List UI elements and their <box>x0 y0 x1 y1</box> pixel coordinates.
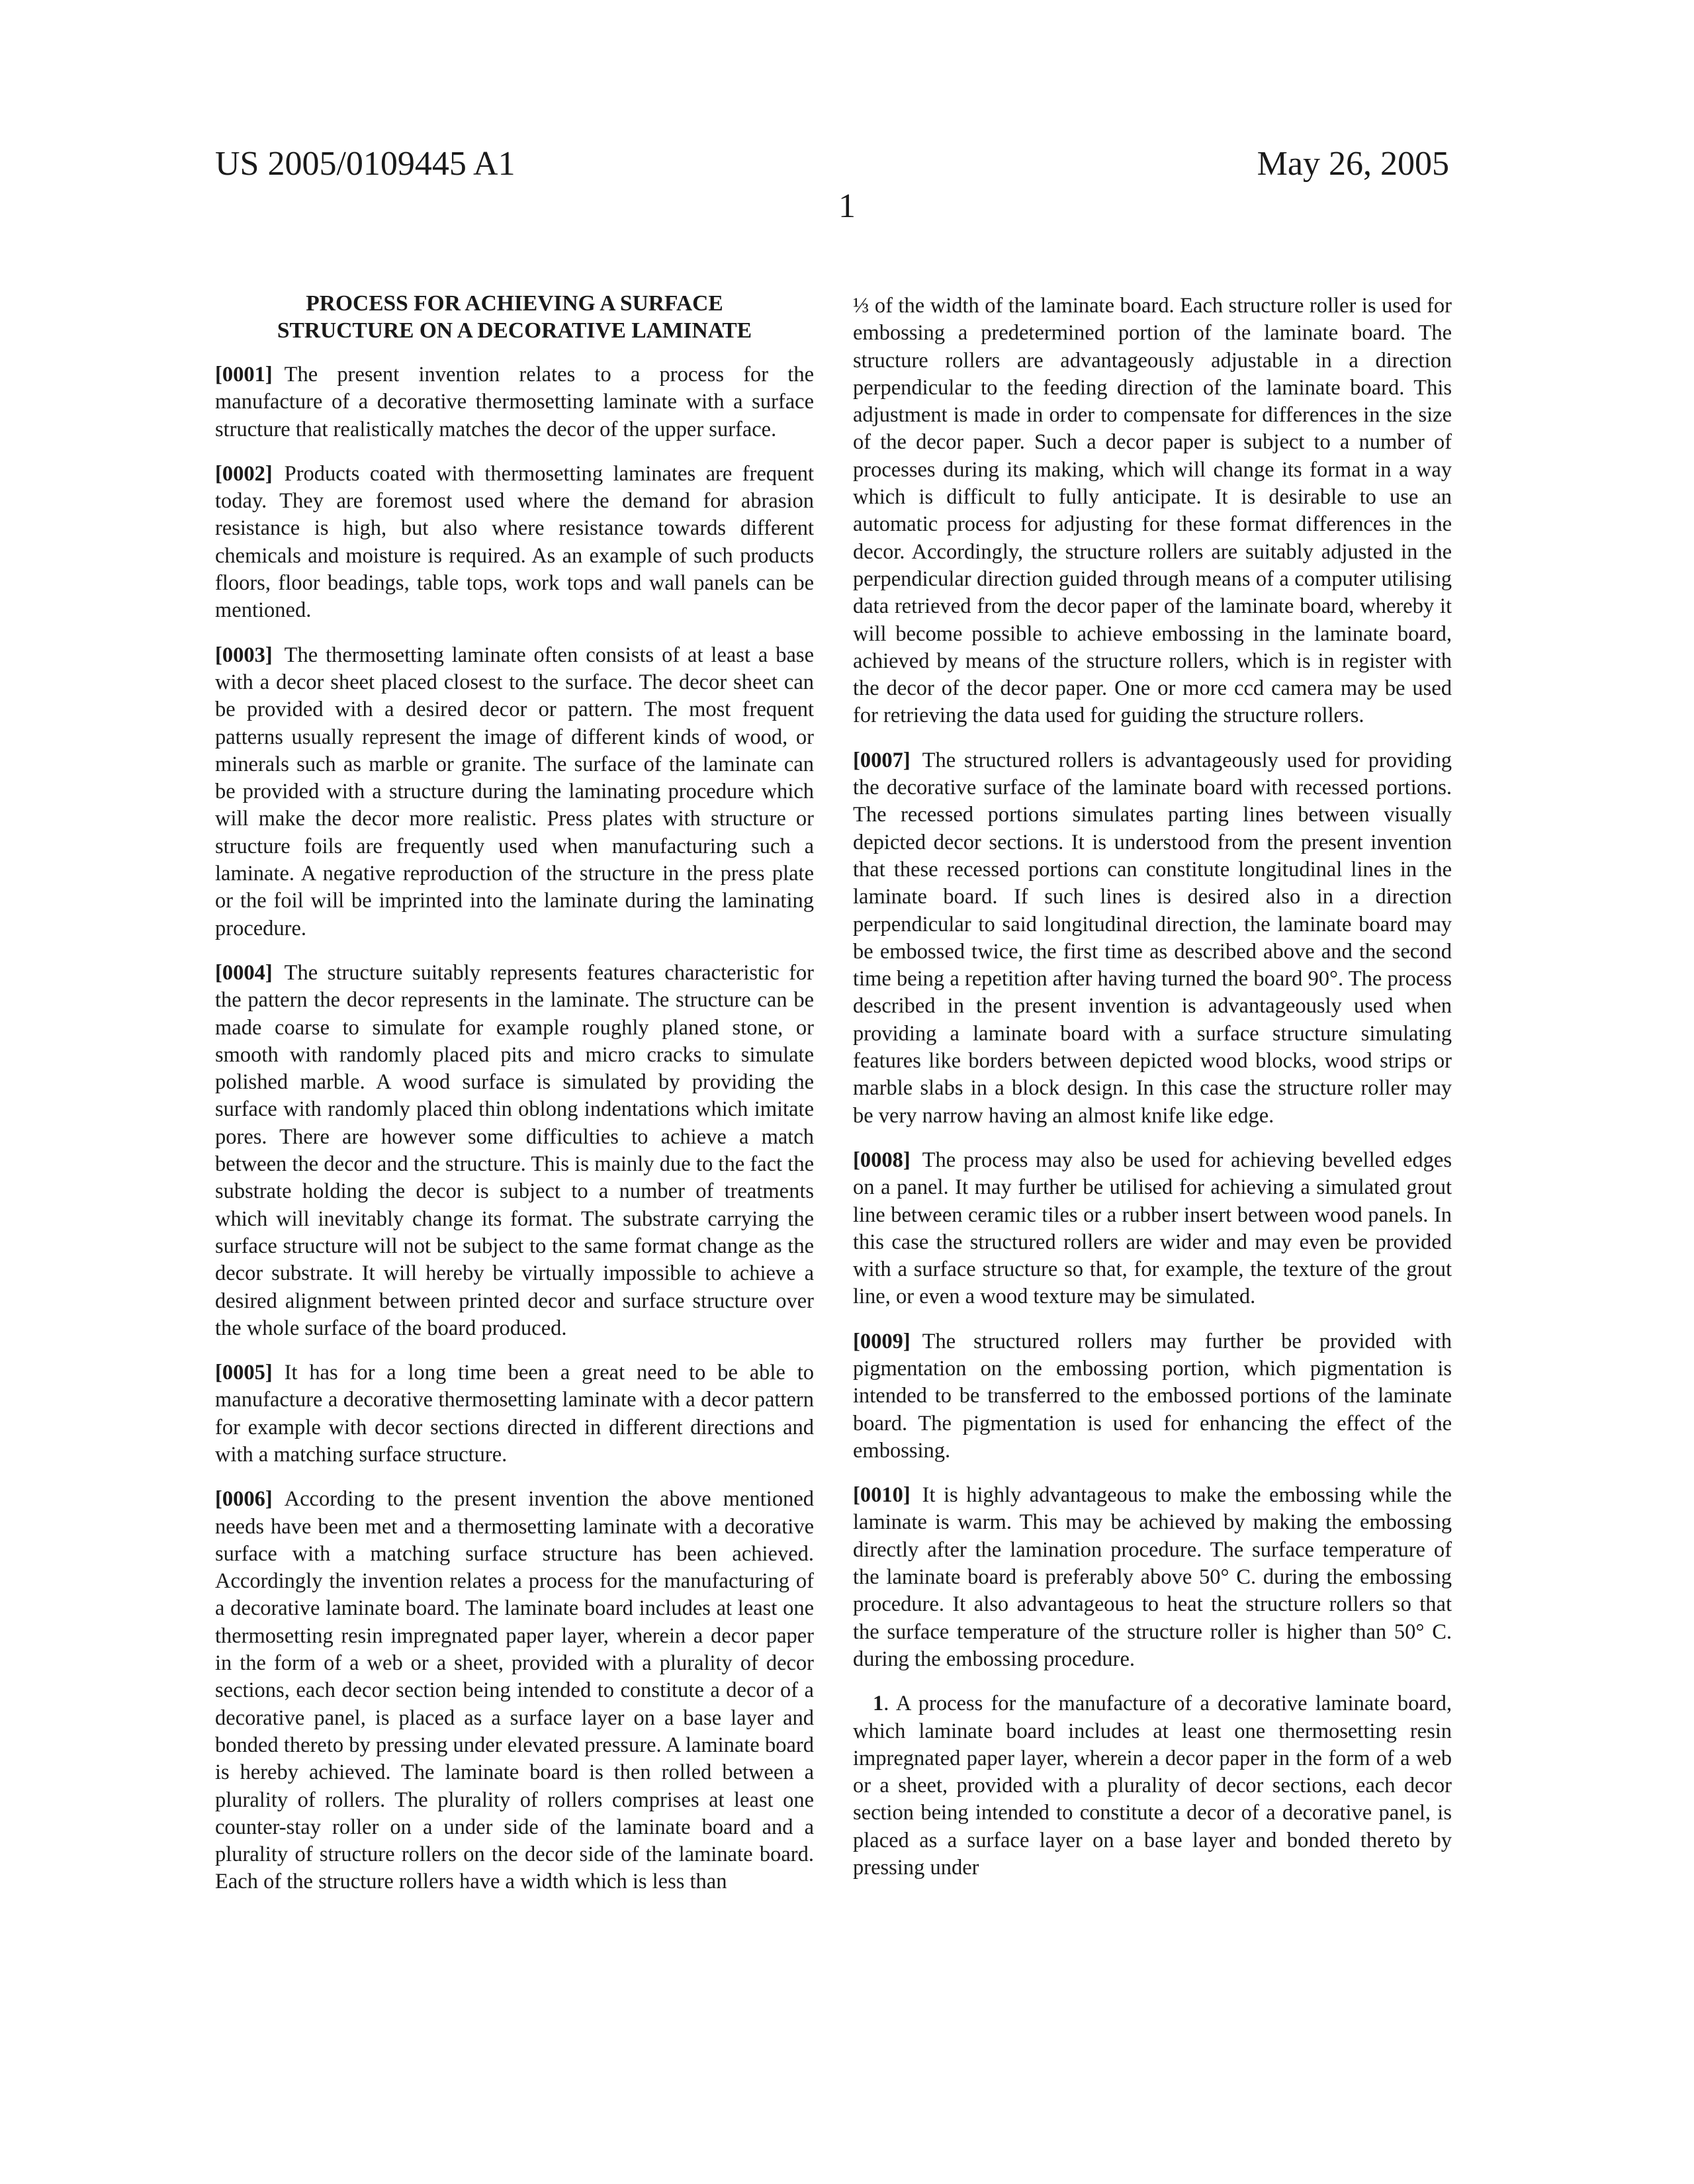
title-line-1: PROCESS FOR ACHIEVING A SURFACE <box>215 290 814 317</box>
paragraph-0002 <box>215 461 814 625</box>
publication-number: US 2005/0109445 A1 <box>215 144 515 184</box>
paragraph-number: [0001] <box>215 363 273 387</box>
left-column <box>215 290 814 1913</box>
document-title <box>215 290 814 344</box>
paragraph-text: It is highly advantageous to make the embossing while the laminate is warm. This may be achieved by making the embossing directly after the lamination procedure. The surface temperature of the laminate board is preferably above 50° C. during the embossing procedure. It also advantageous to heat the structure rollers so that the surface temperature of the structure roller is higher than 50° C. during the embossing procedure. <box>853 1483 1452 1671</box>
paragraph-number: [0007] <box>853 749 911 772</box>
paragraph-0009 <box>853 1328 1452 1465</box>
paragraph-0008 <box>853 1147 1452 1311</box>
paragraph-text: The structured rollers may further be provided with pigmentation on the embossing portion, which pigmentation is intended to be transferred to the embossed portions of the laminate board. The pigmentation is used for enhancing the effect of the embossing. <box>853 1330 1452 1463</box>
paragraph-text: It has for a long time been a great need to be able to manufacture a decorative thermosetting laminate with a decor pattern for example with decor sections directed in different directions and with a matching surface structure. <box>215 1361 814 1467</box>
paragraph-text: The present invention relates to a process for the manufacture of a decorative thermosetting laminate with a surface structure that realistically matches the decor of the upper surface. <box>215 363 814 441</box>
paragraph-0001 <box>215 361 814 443</box>
paragraph-0005 <box>215 1359 814 1469</box>
paragraph-number: [0003] <box>215 643 273 667</box>
paragraph-0007 <box>853 747 1452 1130</box>
paragraph-number: [0010] <box>853 1483 911 1507</box>
paragraph-0003 <box>215 642 814 942</box>
claim-1 <box>853 1690 1452 1882</box>
page-number: 1 <box>0 187 1694 226</box>
publication-date: May 26, 2005 <box>1257 144 1449 184</box>
paragraph-number: [0006] <box>215 1487 273 1511</box>
paragraph-text: The structured rollers is advantageously used for providing the decorative surface of the laminate board with recessed portions. The recessed portions simulates parting lines between visually depicted decor sections. It is understood from the present invention that these recessed portions can constitute longitudinal lines in the laminate board. If such lines is desired also in a direction perpendicular to said longitudinal direction, the laminate board may be embossed twice, the first time as described above and the second time being a repetition after having turned the board 90°. The process described in the present invention is advantageously used when providing a laminate board with a surface structure simulating features like borders between depicted wood blocks, wood strips or marble slabs in a block design. In this case the structure roller may be very narrow having an almost knife like edge. <box>853 749 1452 1128</box>
claim-number: 1 <box>873 1692 883 1715</box>
title-line-2: STRUCTURE ON A DECORATIVE LAMINATE <box>215 317 814 344</box>
paragraph-text: According to the present invention the above mentioned needs have been met and a thermosetting laminate with a decorative surface with a matching surface structure has been achieved. Accordingly the invention relates a process for the manufacturing of a decorative laminate board. The laminate board includes at least one thermosetting resin impregnated paper layer, wherein a decor paper in the form of a web or a sheet, provided with a plurality of decor sections, each decor section being intended to constitute a decor of a decorative panel, is placed as a surface layer on a base layer and bonded thereto by pressing under elevated pressure. A laminate board is hereby achieved. The laminate board is then rolled between a plurality of rollers. The plurality of rollers comprises at least one counter-stay roller on a under side of the laminate board and a plurality of structure rollers on the decor side of the laminate board. Each of the structure rollers have a width which is less than <box>215 1487 814 1893</box>
paragraph-text: Products coated with thermosetting laminates are frequent today. They are foremost used where the demand for abrasion resistance is high, but also where resistance towards different chemicals and moisture is required. As an example of such products floors, floor beadings, table tops, work tops and wall panels can be mentioned. <box>215 462 814 622</box>
paragraph-number: [0005] <box>215 1361 273 1385</box>
right-column <box>853 293 1452 1899</box>
paragraph-0006 <box>215 1486 814 1895</box>
paragraph-number: [0009] <box>853 1330 911 1353</box>
paragraph-number: [0008] <box>853 1148 911 1172</box>
paragraph-text: The structure suitably represents features characteristic for the pattern the decor represents in the laminate. The structure can be made coarse to simulate for example roughly planed stone, or smooth with randomly placed pits and micro cracks to simulate polished marble. A wood surface is simulated by providing the surface with randomly placed thin oblong indentations which imitate pores. There are however some difficulties to achieve a match between the decor and the structure. This is mainly due to the fact the substrate holding the decor is subject to a number of treatments which will inevitably change its format. The substrate carrying the surface structure will not be subject to the same format change as the decor substrate. It will hereby be virtually impossible to achieve a desired alignment between printed decor and surface structure over the whole surface of the board produced. <box>215 961 814 1340</box>
paragraph-text: The process may also be used for achieving bevelled edges on a panel. It may further be utilised for achieving a simulated grout line between ceramic tiles or a rubber insert between wood panels. In this case the structured rollers are wider and may even be provided with a surface structure so that, for example, the texture of the grout line, or even a wood texture may be simulated. <box>853 1148 1452 1308</box>
paragraph-number: [0004] <box>215 961 273 985</box>
paragraph-0010 <box>853 1482 1452 1673</box>
paragraph-text: The thermosetting laminate often consists of at least a base with a decor sheet placed closest to the surface. The decor sheet can be provided with a desired decor or pattern. The most frequent patterns usually represent the image of different kinds of wood, or minerals such as marble or granite. The surface of the laminate can be provided with a structure during the laminating procedure which will make the decor more realistic. Press plates with structure or structure foils are frequently used when manufacturing such a laminate. A negative reproduction of the structure in the press plate or the foil will be imprinted into the laminate during the laminating procedure. <box>215 643 814 940</box>
claim-text: . A process for the manufacture of a decorative laminate board, which laminate board includes at least one thermosetting resin impregnated paper layer, wherein a decor paper in the form of a web or a sheet, provided with a plurality of decor sections, each decor section being intended to constitute a decor of a decorative panel, is placed as a surface layer on a base layer and bonded thereto by pressing under <box>853 1692 1452 1880</box>
paragraph-0006-continued: ⅓ of the width of the laminate board. Each structure roller is used for embossing a predetermined portion of the laminate board. The structure rollers are advantageously adjustable in a direction perpendicular to the feeding direction of the laminate board. This adjustment is made in order to compensate for differences in the size of the decor paper. Such a decor paper is subject to a number of processes during its making, which will change its format in a way which is difficult to fully anticipate. It is desirable to use an automatic process for adjusting for these format differences in the decor. Accordingly, the structure rollers are suitably adjusted in the perpendicular direction guided through means of a computer utilising data retrieved from the decor paper of the laminate board, whereby it will become possible to achieve embossing in the laminate board, achieved by means of the structure rollers, which is in register with the decor of the decor paper. One or more ccd camera may be used for retrieving the data used for guiding the structure rollers. <box>853 293 1452 730</box>
paragraph-number: [0002] <box>215 462 273 486</box>
paragraph-0004 <box>215 960 814 1342</box>
